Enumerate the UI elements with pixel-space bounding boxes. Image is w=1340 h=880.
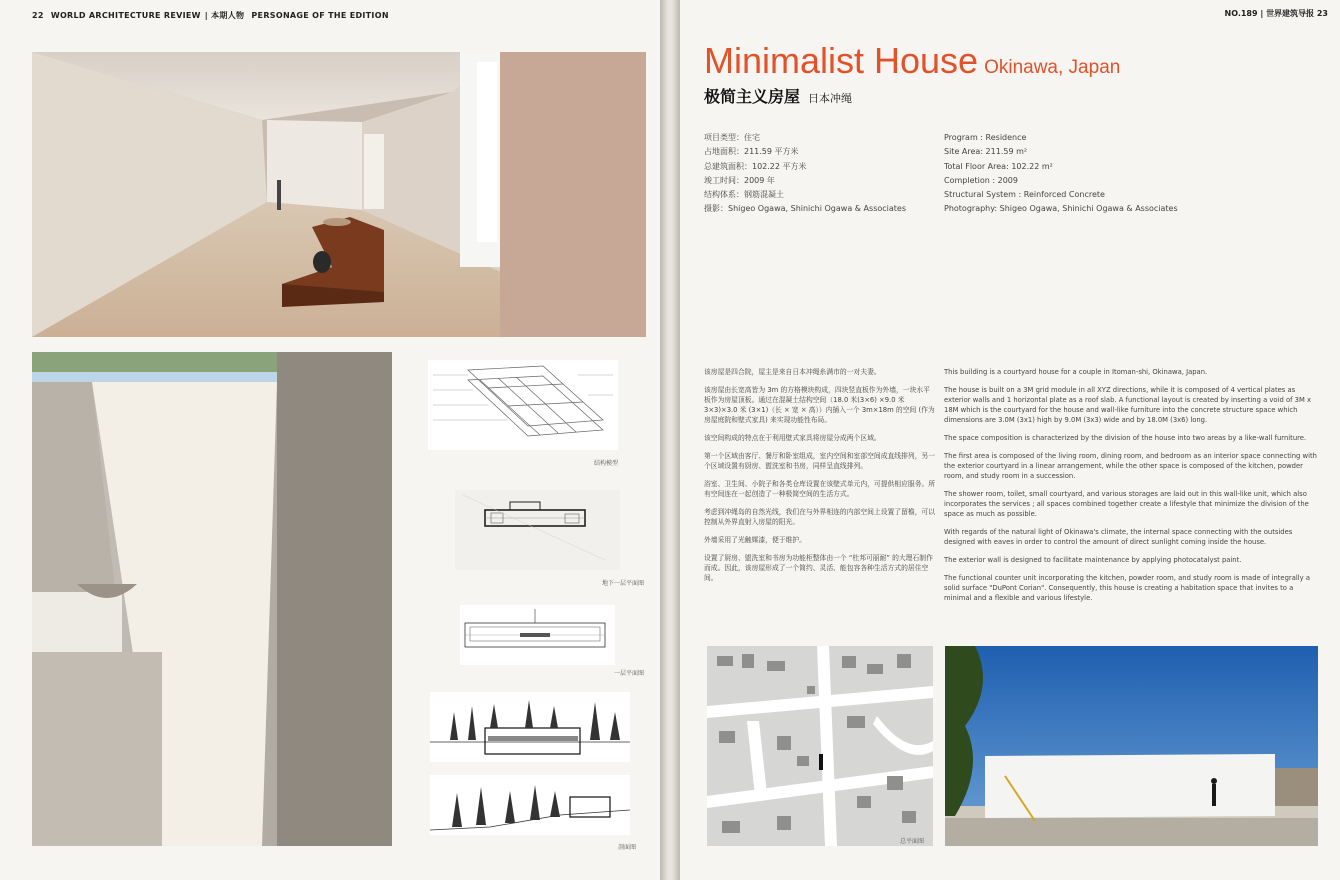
section-en: PERSONAGE OF THE EDITION <box>251 11 389 20</box>
caption-model: 结构模型 <box>594 460 619 467</box>
paragraph-cn: 外墙采用了光触媒漆，便于维护。 <box>704 536 806 544</box>
exterior-photo <box>945 646 1318 846</box>
paragraph-en: The house is built on a 3M grid module in all XYZ directions, while it is composed of 4 vertical plates as exterior walls and 1 horizontal plate as a roof slab. A functional layout is created by inserting a void of 3M x 18M which is the courtyard for the house and wall-like furniture into the concrete structure space which dimensions are 3.0M (3x1) high by 9.0M (3x3) wide and by 18.0M (3x6) long. <box>944 386 1312 424</box>
paragraph-en: The exterior wall is designed to facilitate maintenance by applying photocatalyst paint. <box>944 556 1242 564</box>
paragraph-cn: 该房屋是四合院，屋主是来自日本冲绳糸满市的一对夫妻。 <box>704 368 881 376</box>
issue-number: NO.189 <box>1224 9 1258 18</box>
title-location-cn: 日本冲绳 <box>808 92 853 105</box>
paragraph-cn: 第一个区域由客厅、餐厅和卧室组成，室内空间和室部空间成直线排列，另一个区域设置有厨房、盥洗室和书房，同样呈直线排列。 <box>704 452 936 470</box>
title-location-en: Okinawa, Japan <box>984 57 1121 78</box>
paragraph-en: The space composition is characterized by the division of the house into two areas by a like-wall furniture. <box>944 434 1307 442</box>
paragraph-cn: 该空间构成的特点在于利用壁式家具将房屋分成两个区域。 <box>704 434 881 442</box>
page-number: 23 <box>1316 9 1328 18</box>
paragraph-en: The first area is composed of the living room, dining room, and bedroom as an interior space connecting with the exterior courtyard in a linear arrangement, while the other space is composed of the kitchen, powder room, and study room in a succession. <box>944 452 1317 480</box>
basement-plan-drawing <box>455 490 620 570</box>
section-cn: 本期人物 <box>211 11 245 20</box>
info-cn-line: 总建筑面积：102.22 平方米 <box>704 161 807 171</box>
magazine-name: WORLD ARCHITECTURE REVIEW <box>50 11 201 20</box>
info-en-line: Total Floor Area: 102.22 m² <box>944 161 1053 171</box>
paragraph-en: The shower room, toilet, small courtyard, and various storages are laid out in this wall-like unit, which also incorporates the services ; all spaces combined together create a lifestyle that minimize the division of the space as much as possible. <box>944 490 1309 518</box>
structure-model-drawing <box>428 360 618 450</box>
right-page-header: NO.189 | 世界建筑导报 23 <box>1224 9 1328 18</box>
info-cn-line: 摄影：Shigeo Ogawa, Shinichi Ogawa & Associates <box>704 204 907 214</box>
page-number: 22 <box>32 11 44 20</box>
article-title-cn <box>704 84 852 107</box>
interior-photo <box>32 52 646 337</box>
first-floor-plan-drawing <box>460 605 615 665</box>
info-cn-line: 占地面积：211.59 平方米 <box>704 147 799 157</box>
info-en-line: Photography: Shigeo Ogawa, Shinichi Ogawa & Associates <box>944 204 1178 214</box>
caption-section: 剖面图 <box>618 844 637 851</box>
info-en-line: Structural System : Reinforced Concrete <box>944 190 1105 200</box>
paragraph-cn: 考虑到冲绳岛的自然光线，我们在与外界相连的内部空间上设置了留檐，可以控制从外界直射入房屋的阳光。 <box>704 508 936 526</box>
section-drawing-1 <box>430 692 630 762</box>
paragraph-en: This building is a courtyard house for a couple in Itoman-shi, Okinawa, Japan. <box>944 368 1208 376</box>
lightwall-photo <box>32 352 392 846</box>
info-en-line: Completion : 2009 <box>944 175 1018 185</box>
section-drawing-2 <box>430 775 630 835</box>
paragraph-en: With regards of the natural light of Okinawa's climate, the internal space connecting with the outsides designed with eaves in order to control the amount of direct sunlight coming inside the house. <box>944 528 1293 546</box>
title-en: Minimalist House <box>704 40 979 81</box>
info-cn-line: 项目类型：住宅 <box>704 133 760 142</box>
body-text-cn <box>704 367 936 591</box>
left-page-header: 22 WORLD ARCHITECTURE REVIEW | 本期人物 PERSONAGE OF THE EDITION <box>32 11 389 20</box>
paragraph-cn: 浴室、卫生间、小院子和各类仓库设置在该壁式单元内，可提供相应服务。所有空间连在一起创造了一种极简空间的生活方式。 <box>704 480 936 498</box>
project-info-cn <box>704 131 906 217</box>
body-text-en <box>944 367 1318 611</box>
spread-gutter <box>660 0 680 880</box>
left-page <box>0 0 660 880</box>
caption-basement-plan: 地下一层平面图 <box>602 580 645 587</box>
project-info-en <box>944 131 1178 217</box>
caption-first-plan: 一层平面图 <box>614 670 645 677</box>
right-page <box>680 0 1340 880</box>
article-title <box>704 40 1120 82</box>
site-plan-map <box>707 646 933 846</box>
title-cn: 极简主义房屋 <box>704 87 801 106</box>
paragraph-en: The functional counter unit incorporating the kitchen, powder room, and study room is made of integrally a solid surface "DuPont Corian". Consequently, this house is creating a habitation space that invites to a minimal and a flexible and various lifestyle. <box>944 574 1311 602</box>
magazine-name-cn: 世界建筑导报 <box>1266 9 1315 18</box>
caption-site-plan: 总平面图 <box>900 838 925 845</box>
info-cn-line: 结构体系：钢筋混凝土 <box>704 190 784 200</box>
info-en-line: Program : Residence <box>944 133 1027 142</box>
paragraph-cn: 设置了厨房、盥洗室和书房为功能柜整体由一个 “杜邦可丽耐” 的大理石制作而成。因此，该房屋形成了一个简约、灵活、能包容各种生活方式的居住空间。 <box>704 554 933 582</box>
paragraph-cn: 该房屋由长宽高皆为 3m 的方格模块构成，四块竖直板作为外墙，一块水平板作为房屋顶板。通过在混凝土结构空间（18.0 米(3×6) ×9.0 米 3×3)×3.0 米 (3×1)（长 × 宽 × 高））内插入一个 3m×18m 的空间 (作为房屋庭院和壁式家具) 来实现功能性布局。 <box>704 386 935 424</box>
info-en-line: Site Area: 211.59 m² <box>944 147 1028 157</box>
info-cn-line: 竣工时间：2009 年 <box>704 175 775 185</box>
